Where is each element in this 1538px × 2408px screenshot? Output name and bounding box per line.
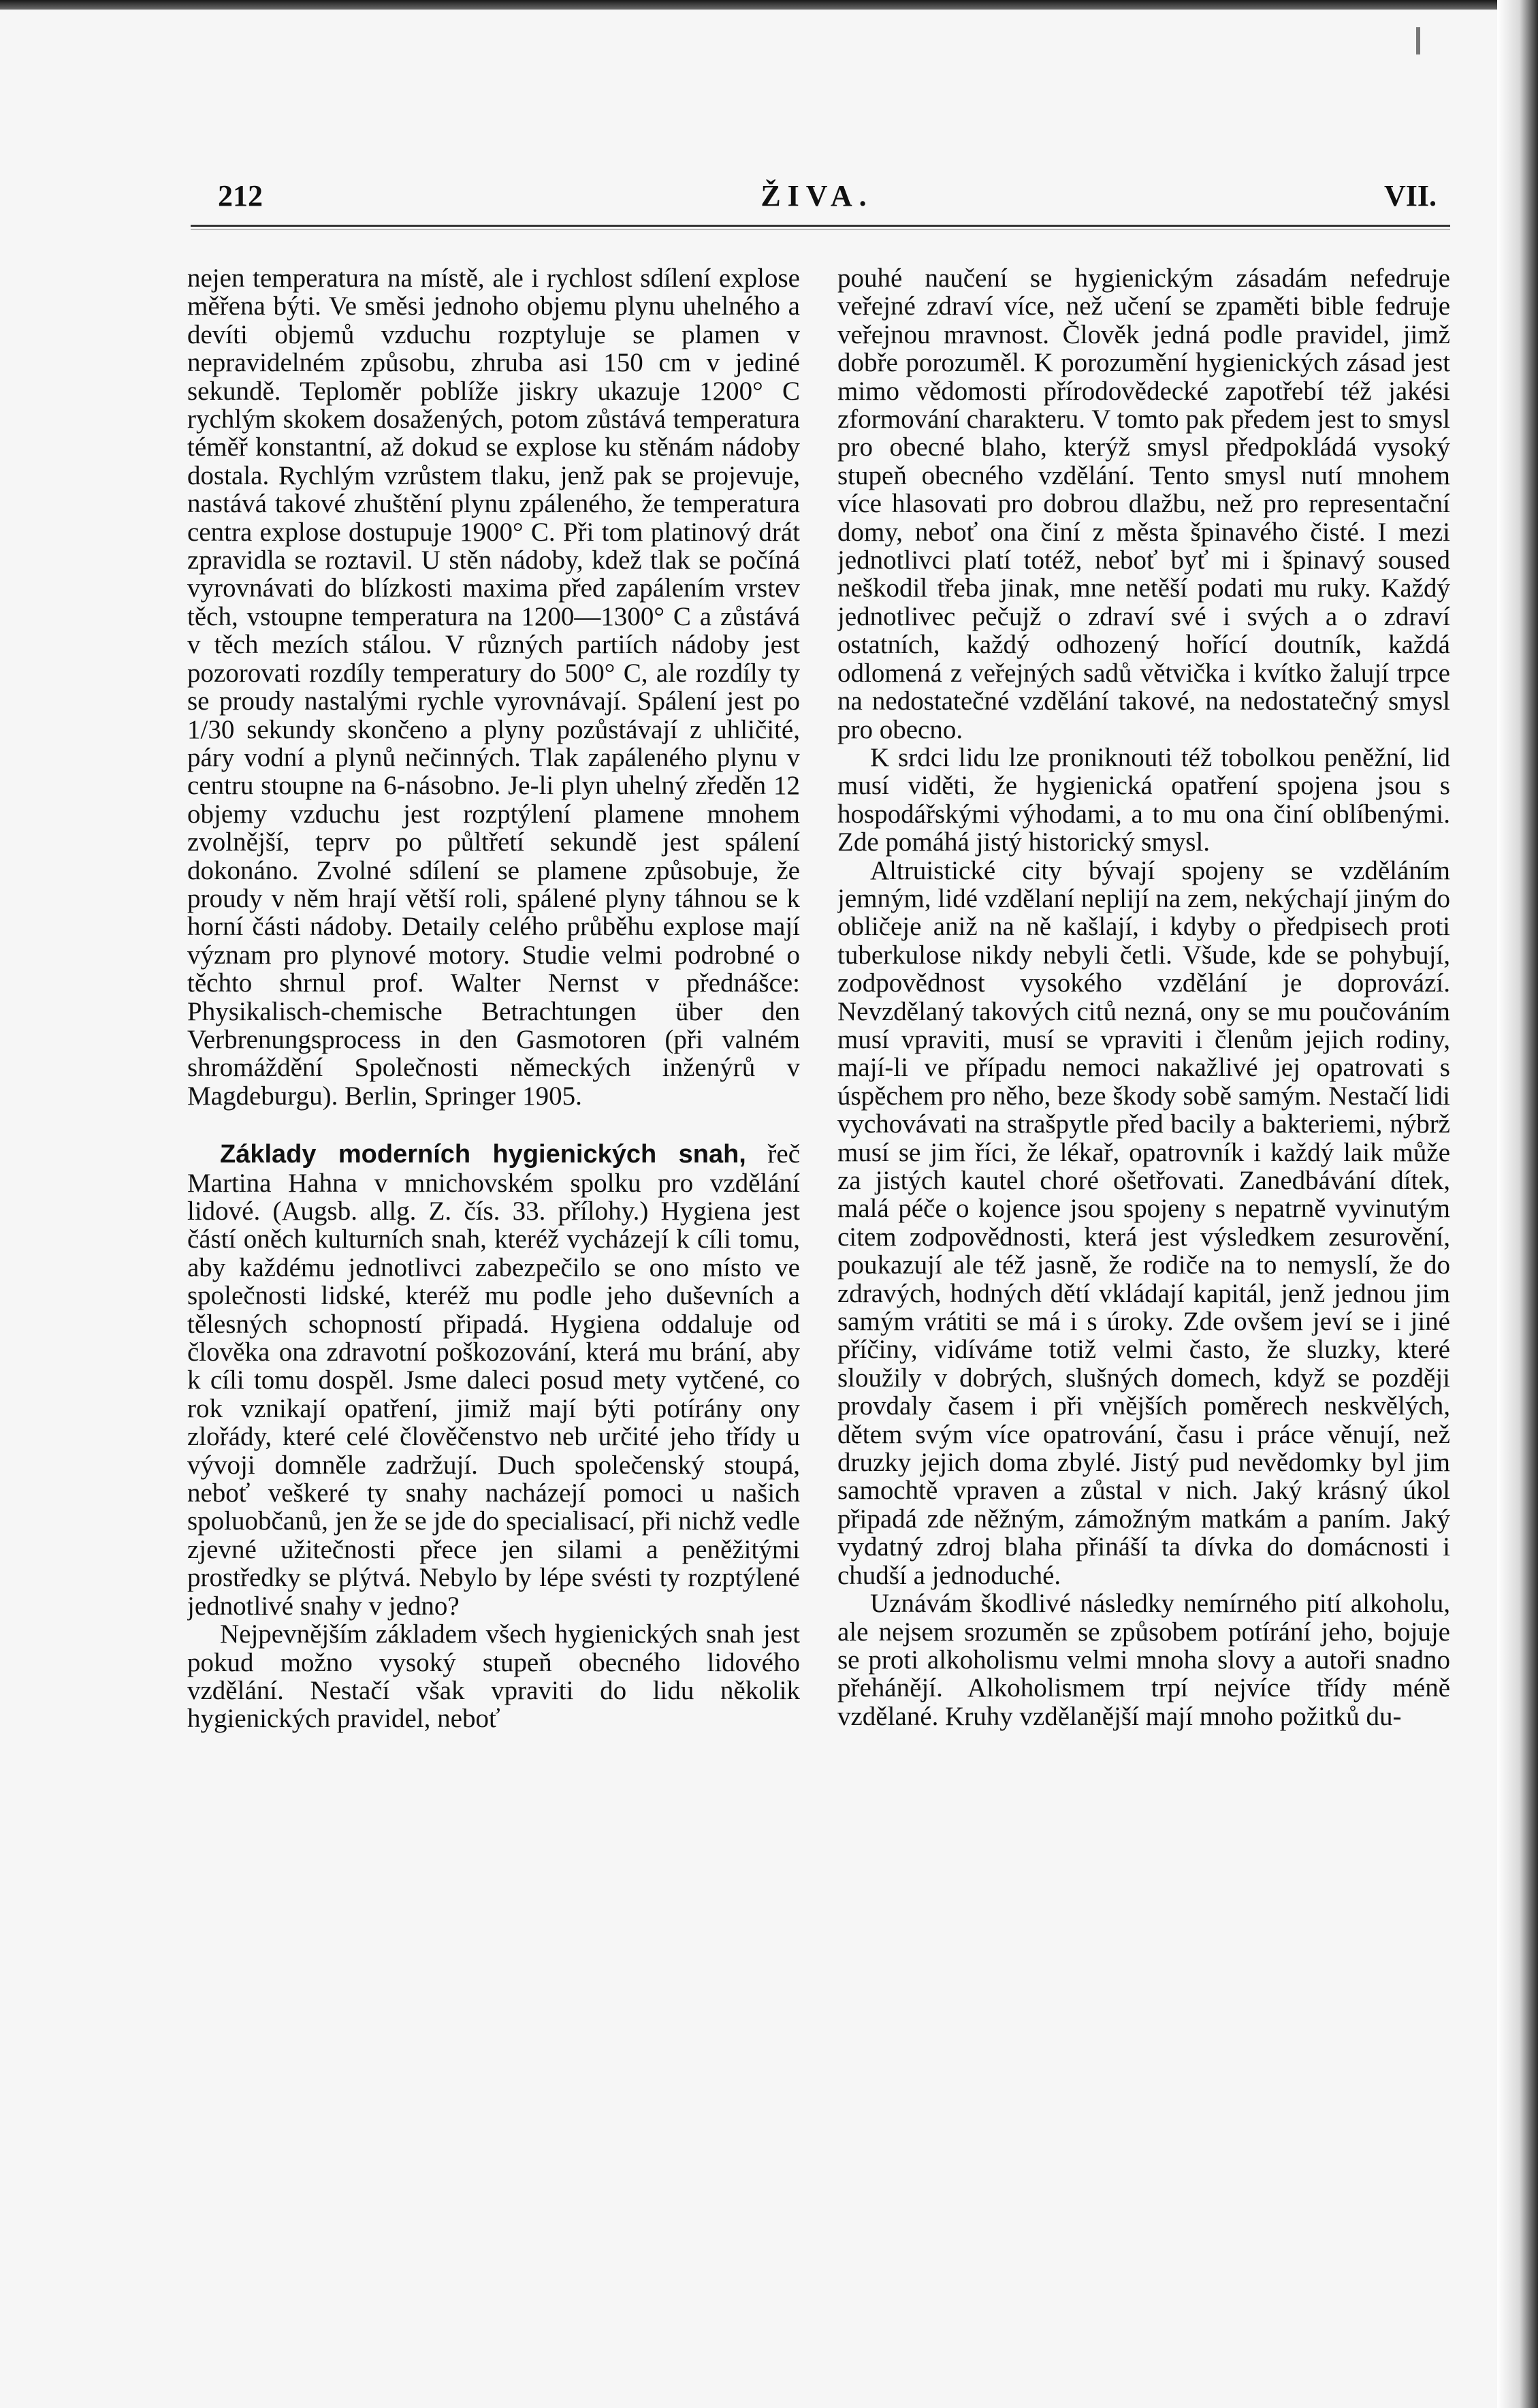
journal-title: ŽIVA.: [760, 179, 874, 212]
right-paragraph-2: K srdci lidu lze proniknouti též tobolkou peněžní, lid musí viděti, že hygienická opatření spojena jsou s hospodářskými výhodami, a to mu ona činí oblíbenými. Zde pomáhá jistý historický smysl.: [837, 742, 1450, 857]
scan-border-top: [0, 0, 1538, 10]
left-paragraph-3: Nejpevnějším základem všech hygienických snah jest pokud možno vysoký stupeň obecného lidového vzdělání. Nestačí však vpraviti do lidu několik hygienických pravidel, neboť: [187, 1619, 800, 1734]
scan-border-right: [1497, 0, 1538, 2408]
right-paragraph-4: Uznávám škodlivé následky nemírného pití alkoholu, ale nejsem srozuměn se způsobem potírání jeho, bojuje se proti alkoholismu velmi mnoha slovy a autoři snadno přehánějí. Alkoholismem trpí nejvíce třídy méně vzdělané. Kruhy vzdělanější mají mnoho požitků du-: [837, 1589, 1450, 1731]
section-heading: Základy moderních hygienických snah,: [220, 1140, 746, 1169]
volume-number: VII.: [1383, 179, 1437, 212]
section-spacer: [187, 1110, 800, 1140]
running-header: [184, 178, 1450, 219]
right-paragraph-1: pouhé naučení se hygienickým zásadám nefedruje veřejné zdraví více, než učení se zpaměti bible fedruje veřejnou mravnost. Člověk jedná podle pravidel, jimž dobře porozuměl. K porozumění hygienických zásad jest mimo vědomosti přírodovědecké zapotřebí též jakési zformování charakteru. V tomto pak předem jest to smysl pro obecné blaho, kterýž smysl předpokládá vysoký stupeň obecného vzdělání. Tento smysl nutí mnohem více hlasovati pro dobrou dlažbu, než pro representační domy, neboť ona činí z města špinavého čisté. I mezi jednotlivci platí totéž, neboť byť mi i špinavý soused neškodil třeba jinak, mne netěší podati mu ruky. Každý jednotlivec pečujž o zdraví své i svých a o zdraví ostatních, každý odhozený hořící doutník, každá odlomená z veřejných sadů větvička i kvítko žalují trpce na nedostatečné vzdělání takové, na nedostatečný smysl pro obecno.: [837, 264, 1450, 744]
right-paragraph-3: Altruistické city bývají spojeny se vzděláním jemným, lidé vzdělaní neplijí na zem, nekýchají jiným do obličeje aniž na ně kašlají, i kdyby o předpisech proti tuberkulose nikdy nebyli četli. Všude, kde se pohybují, zodpovědnost vysokého vzdělání je doprovází. Nevzdělaný takových citů nezná, ony se mu poučováním musí vpraviti, musí se vpraviti i členům jejich rodiny, mají-li ve případu nemoci nakažlivé jej opatrovati s úspěchem pro něho, beze škody sobě samým. Nestačí lidi vychovávati na strašpytle před bacily a bakteriemi, nýbrž musí se jim říci, že lékař, opatrovník i každý laik může za jistých kautel choré ošetřovati. Zanedbávání dítek, malá péče o kojence jsou spojeny s nepatrně vyvinutým citem zodpovědnosti, která jest výsledkem zesurovění, poukazují ale též jasně, že rodiče na to nemyslí, že do zdravých, hodných dětí vkládají kapitál, jenž jednou jim samým vrátiti se má i s úroky. Zde ovšem jeví se i jiné příčiny, vidíváme totiž velmi často, že sluzky, které sloužily v dobrých, slušných domech, když se později provdaly časem i při vnějších poměrech neskvělých, dětem svým více opatrování, času i práce věnují, než druzky jejich doma zbylé. Jistý pud nevědomky byl jim samochtě vpraven a zůstal v nich. Jaký krásný úkol připadá zde něžným, zámožným matkám a paním. Jaký vydatný zdroj blaha přináší ta dívka do domácnosti i chudší a jednoduché.: [837, 855, 1450, 1590]
header-rule: [191, 225, 1450, 229]
left-paragraph-2-text: řeč Martina Hahna v mnichovském spolku pro vzdělání lidové. (Augsb. allg. Z. čís. 33. přílohy.) Hygiena jest částí oněch kulturních snah, kteréž vycházejí k cíli tomu, aby každému jednotlivci zabezpečilo se ono místo ve společnosti lidské, kteréž mu podle jeho duševních a tělesných schopností připadá. Hygiena oddaluje od člověka ona zdravotní poškozování, která mu brání, aby k cíli tomu dospěl. Jsme daleci posud mety vytčené, co rok vznikají opatření, jimiž mají býti potírány ony zlořády, které celé člověčenstvo neb určité jeho třídy u vývoji domněle zadržují. Duch společenský stoupá, neboť veškeré ty snahy nacházejí pomoci u našich spoluobčanů, jen že se jde do specialisací, při nichž vedle zjevné užitečnosti přece jen silami a peněžitými prostředky se plýtvá. Nebylo by lépe svésti ty rozptýlené jednotlivé snahy v jedno?: [187, 1139, 800, 1621]
page-number: 212: [218, 179, 263, 212]
scan-artifact-mark: [1416, 27, 1420, 54]
left-paragraph-1: nejen temperatura na místě, ale i rychlost sdílení explose měřena býti. Ve směsi jednoho objemu plynu uhelného a devíti objemů vzduchu rozptyluje se plamen v nepravidelném způsobu, zhruba asi 150 cm v jediné sekundě. Teploměr poblíže jiskry ukazuje 1200° C rychlým skokem dosažených, potom zůstává temperatura téměř konstantní, až dokud se explose ku stěnám nádoby dostala. Rychlým vzrůstem tlaku, jenž pak se projevuje, nastává takové zhuštění plynu zpáleného, že temperatura centra explose dostupuje 1900° C. Při tom platinový drát zpravidla se roztavil. U stěn nádoby, kdež tlak se počíná vyrovnávati do blízkosti maxima před zapálením vrstev těch, vstoupne temperatura na 1200—1300° C a zůstává v těch mezích stálou. V různých partiích nádoby jest pozorovati rozdíly temperatury do 500° C, ale rozdíly ty se proudy nastalými rychle vyrovnávají. Spálení jest po 1/30 sekundy skončeno a plyny pozůstávají z uhličité, páry vodní a plynů nečinných. Tlak zapáleného plynu v centru stoupne na 6-násobno. Je-li plyn uhelný zředěn 12 objemy vzduchu jest rozptýlení plamene mnohem zvolnější, teprv po půltřetí sekundě jest spálení dokonáno. Zvolné sdílení se plamene způsobuje, že proudy v něm hrají větší roli, spálené plyny táhnou se k horní části nádoby. Detaily celého průběhu explose mají význam pro plynové motory. Studie velmi podrobné o těchto shrnul prof. Walter Nernst v přednášce: Physikalisch-chemische Betrachtungen über den Verbrenungsprocess in den Gasmotoren (při valném shromáždění Společnosti německých inženýrů v Magdeburgu). Berlin, Springer 1905.: [187, 264, 800, 1111]
right-column: [837, 264, 1450, 2300]
left-column: [187, 264, 800, 2300]
left-paragraph-2: [187, 1140, 800, 1620]
